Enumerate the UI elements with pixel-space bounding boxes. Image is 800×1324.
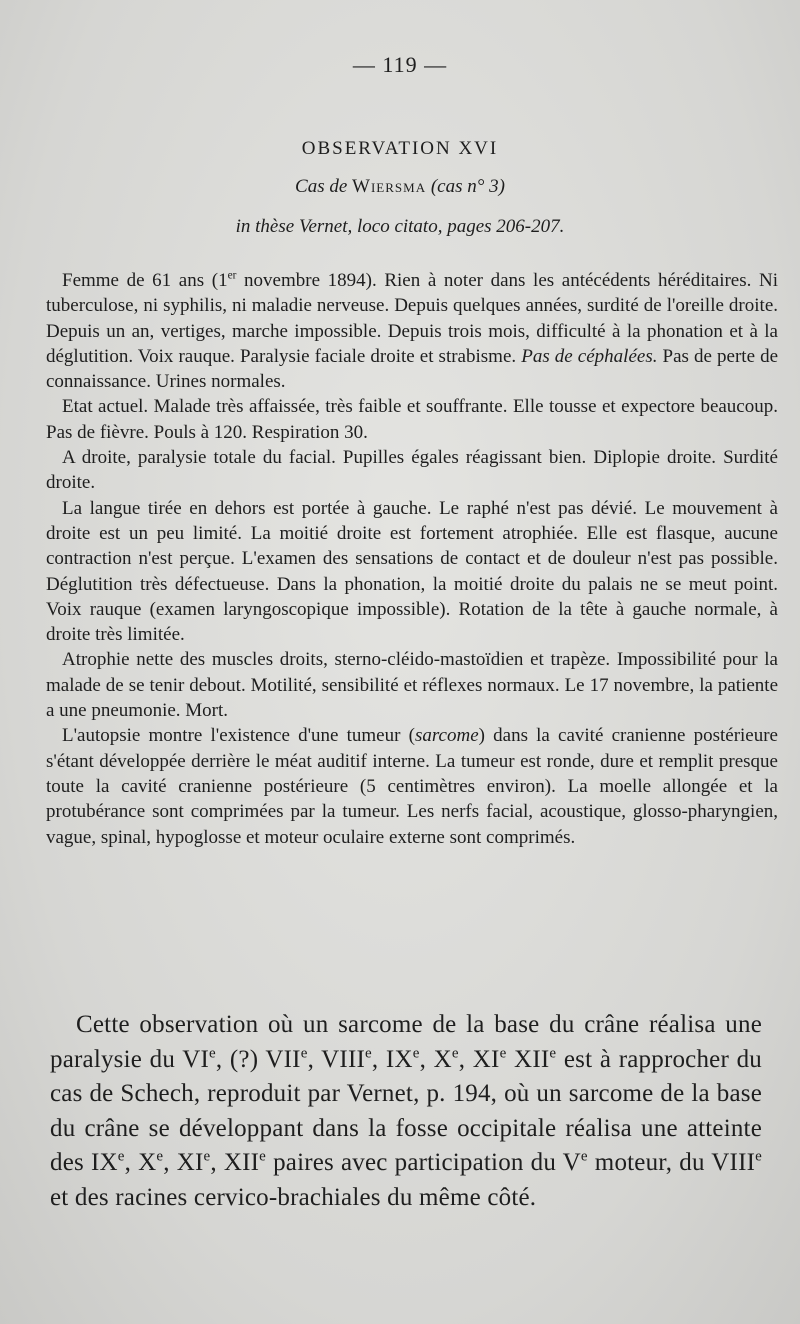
case-suffix: (cas n° 3): [430, 176, 505, 197]
paragraph-text: Pas de perte de connaissance. Urines normales.: [46, 345, 779, 393]
page-number: — 119 —: [352, 52, 448, 77]
superscript: e: [412, 1045, 420, 1062]
paragraph-tongue: La langue tirée en dehors est portée à gauche. Le raphé n'est pas dévié. Le mouvement à droite est un peu limité. La moitié droite est fortement atrophiée. Elle est flasque, aucune contraction n'est perçue. L'examen des sensations de contact et de douleur n'est pas possible. Déglutition très défectueuse. Dans la phonation, la moitié droite du palais ne se meut point. Voix rauque (examen laryngoscopique impossible). Rotation de la tête à gauche normale, à droite très limitée.: [46, 497, 778, 646]
superscript: e: [156, 1148, 164, 1165]
superscript: e: [755, 1148, 762, 1165]
text: , XII: [210, 1149, 260, 1176]
case-author: Wiersma: [352, 176, 427, 197]
text: XII: [506, 1045, 550, 1073]
observation-case: [0, 176, 800, 198]
paragraph-atrophy: Atrophie nette des muscles droits, sterno-cléido-mastoïdien et trapèze. Impossibilité pour la malade de se tenir debout. Motilité, sensibilité et réflexes normaux. Le 17 novembre, la patiente a une pneumonie. Mort.: [46, 649, 778, 722]
text: et des racines cervico-brachiales du même côté.: [50, 1183, 537, 1211]
paragraph-right-side: A droite, paralysie totale du facial. Pupilles égales réagissant bien. Diplopie droite. Surdité droite.: [46, 447, 778, 494]
text: , XI: [163, 1149, 204, 1176]
superscript: e: [259, 1148, 267, 1165]
paragraph-history: [46, 268, 778, 394]
text: est à rapprocher du cas de Schech, reproduit par Vernet, p. 194, où un sarcome de la base du crâne se développant dans la fosse occipitale réalisa une atteinte des IX: [50, 1045, 762, 1176]
text: moteur, du VIII: [587, 1149, 756, 1176]
superscript: e: [203, 1148, 211, 1165]
paragraph-text: ) dans la cavité cranienne postérieure s'étant développée derrière le méat auditif interne. La tumeur est ronde, dure et remplit presque toute la cavité cranienne postérieure (5 centimètres environ). La moelle allongée et la protubérance sont comprimées par la tumeur. Les nerfs facial, acoustique, glosso-pharyngien, vague, spinal, hypoglosse et moteur oculaire externe sont comprimés.: [46, 725, 778, 848]
paragraph-text: L'autopsie montre l'existence d'une tumeur (: [62, 725, 415, 747]
superscript: er: [227, 269, 237, 282]
case-prefix: Cas de: [295, 176, 348, 197]
text: , XI: [458, 1045, 500, 1073]
observation-source: in thèse Vernet, loco citato, pages 206-207.: [235, 216, 565, 237]
superscript: e: [365, 1045, 372, 1062]
paragraph-italic: Pas de céphalées.: [521, 345, 658, 367]
text: , (?) VII: [215, 1045, 301, 1073]
observation-body: [46, 268, 778, 850]
paragraph-autopsy: [46, 723, 778, 849]
text: paires avec participation du V: [266, 1149, 581, 1176]
text: , VIII: [307, 1045, 366, 1073]
conclusion-paragraph: [50, 1008, 762, 1215]
text: , X: [419, 1045, 452, 1073]
paragraph-text: novembre 1894). Rien à noter dans les antécédents héréditaires. Ni tuberculose, ni syphilis, ni maladie nerveuse. Depuis quelques années, surdité de l'oreille droite. Depuis un an, vertiges, marche impossible. Depuis trois mois, difficulté à la phonation et à la déglutition. Voix rauque. Paralysie faciale droite et strabisme.: [46, 270, 779, 367]
superscript: e: [549, 1045, 557, 1062]
paragraph-italic: sarcome: [414, 725, 479, 747]
text: Cette observation où un sarcome de la base du crâne réalisa une paralysie du VI: [50, 1011, 762, 1073]
superscript: e: [580, 1148, 588, 1165]
observation-title: OBSERVATION XVI: [301, 138, 499, 159]
superscript: e: [499, 1045, 507, 1062]
text: , IX: [371, 1045, 413, 1073]
text: , X: [124, 1149, 157, 1176]
conclusion-text: [50, 1008, 762, 1215]
superscript: e: [208, 1045, 216, 1062]
superscript: e: [300, 1045, 308, 1062]
superscript: e: [451, 1045, 459, 1062]
paragraph-current-state: Etat actuel. Malade très affaissée, très faible et souffrante. Elle tousse et expectore beaucoup. Pas de fièvre. Pouls à 120. Respiration 30.: [46, 396, 778, 443]
superscript: e: [117, 1148, 125, 1165]
paragraph-text: Femme de 61 ans (1: [62, 270, 228, 291]
